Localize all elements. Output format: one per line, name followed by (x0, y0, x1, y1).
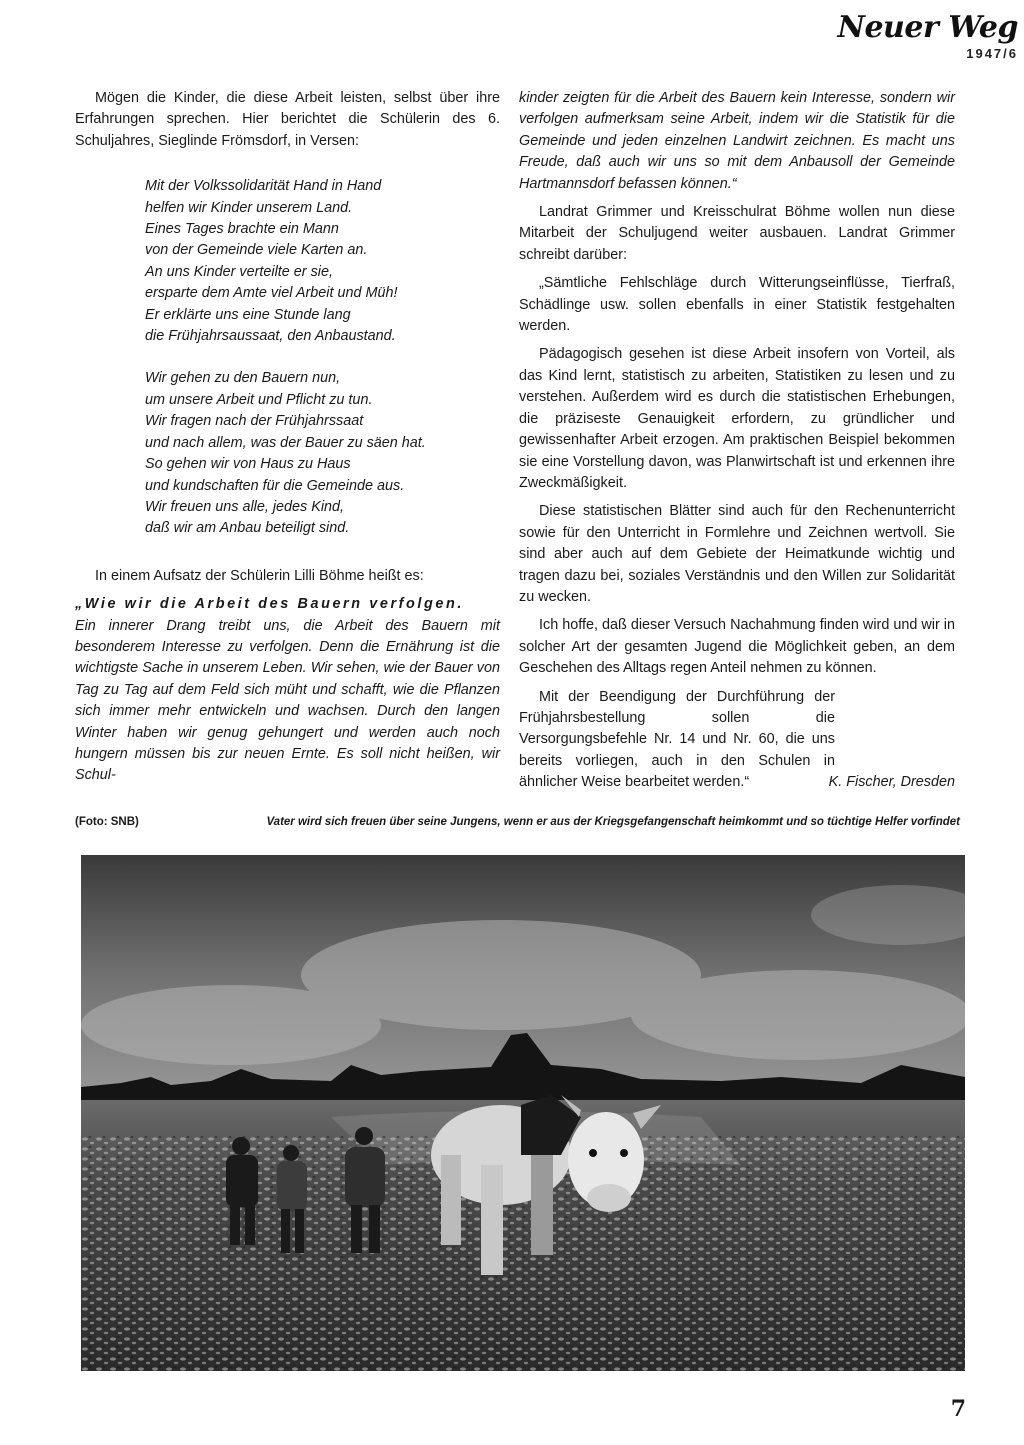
paragraph-statistik: Diese statistischen Blätter sind auch für den Rechenunterricht sowie für den Unterricht in Formlehre und Zeichnen wertvoll. Sie sind aber auch auf dem Gebiete der Heimatkunde wichtig und tragen dazu bei, soziales Verständnis und den Willen zur Solidarität zu wecken. (519, 503, 955, 605)
masthead-issue: 1947/6 (966, 46, 1018, 61)
paragraph-quote-start: „Sämtliche Fehlschläge durch Witterungseinflüsse, Tierfraß, Schädlinge usw. sollen ebenfalls in einer Statistik festgehalten werden. (519, 275, 955, 335)
intro-paragraph: Mögen die Kinder, die diese Arbeit leisten, selbst über ihre Erfahrungen sprechen. Hier berichtet die Schülerin des 6. Schuljahres, Sieglinde Frömsdorf, in Versen: (75, 90, 500, 149)
paragraph-paedagogik: Pädagogisch gesehen ist diese Arbeit insofern von Vorteil, als das Kind lernt, statistisch zu arbeiten, Statistiken zu lesen und zu verstehen. Außerdem wird es durch die statistischen Erhebungen, die präziseste Genauigkeit erfordern, zu gründlicher und gewissenhafter Arbeit erzogen. Am praktischen Beispiel bekommen sie eine Vorstellung davon, was Planwirtschaft ist und erkennen ihre Zweckmäßigkeit. (519, 346, 955, 491)
closing-block (519, 687, 955, 794)
poem (145, 176, 500, 540)
essay-intro: In einem Aufsatz der Schülerin Lilli Böhme heißt es: (95, 567, 424, 584)
masthead (838, 12, 1018, 61)
poem-line: von der Gemeinde viele Karten an. (145, 242, 368, 259)
paragraph-landrat: Landrat Grimmer und Kreisschulrat Böhme wollen nun diese Mitarbeit der Schuljugend weiter ausbauen. Landrat Grimmer schreibt darüber: (519, 204, 955, 263)
paragraph-hoffnung: Ich hoffe, daß dieser Versuch Nachahmung finden wird und wir in solcher Art der gesamten Jugend die Möglichkeit geben, an dem Geschehen des Alltags regen Anteil nehmen zu können. (519, 617, 955, 677)
page-number: 7 (950, 1396, 966, 1422)
masthead-title: Neuer Weg (837, 10, 1018, 45)
signature: K. Fischer, Dresden (828, 774, 955, 791)
essay-text: Ein innerer Drang treibt uns, die Arbeit des Bauern mit besonderem Interesse zu verfolgen. Denn die Ernährung ist die wichtigste Sache in unserem Leben. Wir sehen, wie der Bauer von Tag zu Tag auf dem Feld sich müht und schafft, wie die Pflanzen sich immer mehr entwickeln und wachsen. Durch den langen Winter haben wir genug gehungert und werden auch noch hungern müssen bis zur neuen Ernte. Es soll nicht heißen, wir Schul- (75, 617, 500, 784)
poem-line: und kundschaften für die Gemeinde aus. (145, 477, 405, 494)
poem-line: Wir fragen nach der Frühjahrssaat (145, 413, 364, 430)
right-column (519, 88, 955, 801)
essay-title: „Wie wir die Arbeit des Bauern verfolgen. (75, 596, 465, 613)
essay-title-paragraph (75, 594, 500, 615)
poem-stanza-1 (145, 176, 500, 347)
poem-line: So gehen wir von Haus zu Haus (145, 456, 351, 473)
poem-line: Eines Tages brachte ein Mann (145, 221, 339, 238)
poem-line: um unsere Arbeit und Pflicht zu tun. (145, 391, 373, 408)
poem-line: ersparte dem Amte viel Arbeit und Müh! (145, 285, 398, 302)
poem-line: An uns Kinder verteilte er sie, (145, 263, 333, 280)
field-photo-image (81, 855, 965, 1371)
poem-line: Wir gehen zu den Bauern nun, (145, 370, 341, 387)
poem-line: die Frühjahrsaussaat, den Anbaustand. (145, 328, 396, 345)
poem-line: Mit der Volkssolidarität Hand in Hand (145, 178, 382, 195)
poem-line: Er erklärte uns eine Stunde lang (145, 306, 351, 323)
photograph (81, 855, 965, 1371)
poem-stanza-2 (145, 368, 500, 539)
poem-line: und nach allem, was der Bauer zu säen hat. (145, 434, 426, 451)
poem-line: helfen wir Kinder unserem Land. (145, 199, 353, 216)
poem-line: daß wir am Anbau beteiligt sind. (145, 520, 350, 537)
left-column (75, 88, 500, 794)
poem-line: Wir freuen uns alle, jedes Kind, (145, 498, 345, 515)
photo-credit: (Foto: SNB) (75, 816, 139, 828)
paragraph-closing: Mit der Beendigung der Durchführung der Frühjahrsbestellung sollen die Versorgungsbefehle Nr. 14 und Nr. 60, die uns bereits vorliegen, auch in den Schulen in ähnlicher Weise bearbeitet werden.“ (519, 688, 835, 791)
photo-caption: Vater wird sich freuen über seine Jungens, wenn er aus der Kriegsgefangenschaft heimkommt und so tüchtige Helfer vorfindet (266, 816, 960, 828)
essay-continued: kinder zeigten für die Arbeit des Bauern kein Interesse, sondern wir verfolgen aufmerksam seine Arbeit, indem wir die Statistik für die Gemeinde und jeden einzelnen Landwirt zeichnen. Es macht uns Freude, daß auch wir uns so mit dem Anbausoll der Gemeinde Hartmannsdorf befassen können.“ (519, 90, 955, 192)
